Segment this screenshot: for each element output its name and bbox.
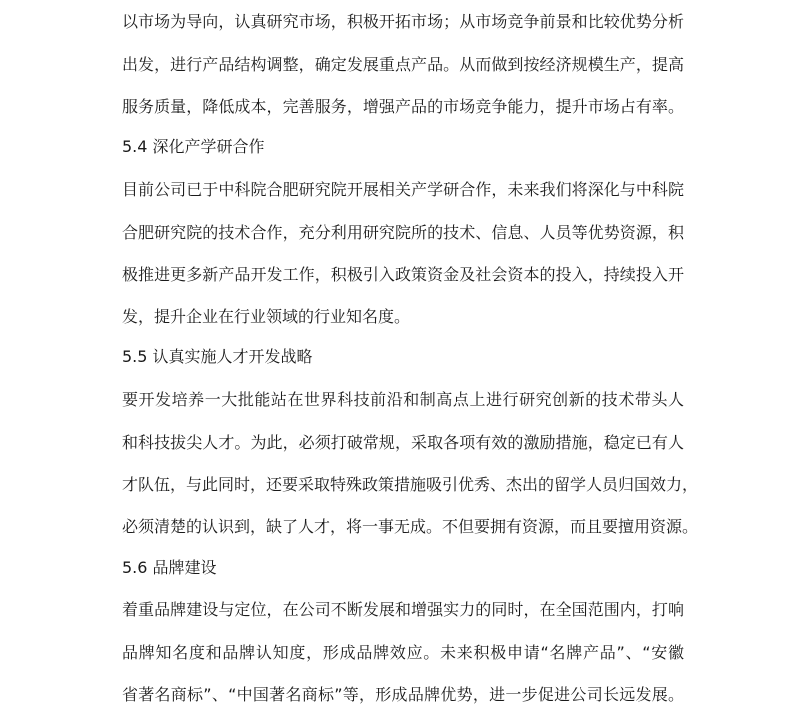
paragraph-line: 以市场为导向，认真研究市场，积极开拓市场；从市场竞争前景和比较优势分析 (122, 12, 684, 31)
paragraph-line: 要开发培养一大批能站在世界科技前沿和制高点上进行研究创新的技术带头人 (122, 390, 684, 409)
paragraph-line: 和科技拔尖人才。为此，必须打破常规，采取各项有效的激励措施，稳定已有人 (122, 433, 684, 452)
section-heading-5-6: 5.6 品牌建设 (122, 558, 217, 577)
paragraph-line: 服务质量，降低成本，完善服务，增强产品的市场竞争能力，提升市场占有率。 (122, 97, 684, 116)
paragraph-line: 省著名商标”、“中国著名商标”等，形成品牌优势，进一步促进公司长远发展。 (122, 685, 684, 704)
paragraph-line: 目前公司已于中科院合肥研究院开展相关产学研合作，未来我们将深化与中科院 (122, 180, 684, 199)
section-heading-5-5: 5.5 认真实施人才开发战略 (122, 347, 313, 366)
section-heading-5-4: 5.4 深化产学研合作 (122, 137, 265, 156)
paragraph-line: 着重品牌建设与定位，在公司不断发展和增强实力的同时，在全国范围内，打响 (122, 600, 684, 619)
paragraph-line: 必须清楚的认识到，缺了人才，将一事无成。不但要拥有资源，而且要擅用资源。 (122, 517, 699, 536)
paragraph-line: 极推进更多新产品开发工作，积极引入政策资金及社会资本的投入，持续投入开 (122, 265, 684, 284)
paragraph-line: 品牌知名度和品牌认知度，形成品牌效应。未来积极申请“名牌产品”、“安徽 (122, 643, 684, 662)
paragraph-line: 合肥研究院的技术合作，充分利用研究院所的技术、信息、人员等优势资源，积 (122, 223, 684, 242)
paragraph-line: 出发，进行产品结构调整，确定发展重点产品。从而做到按经济规模生产，提高 (122, 55, 684, 74)
paragraph-line: 才队伍，与此同时，还要采取特殊政策措施吸引优秀、杰出的留学人员归国效力， (122, 475, 699, 494)
paragraph-line: 发，提升企业在行业领域的行业知名度。 (122, 307, 411, 326)
